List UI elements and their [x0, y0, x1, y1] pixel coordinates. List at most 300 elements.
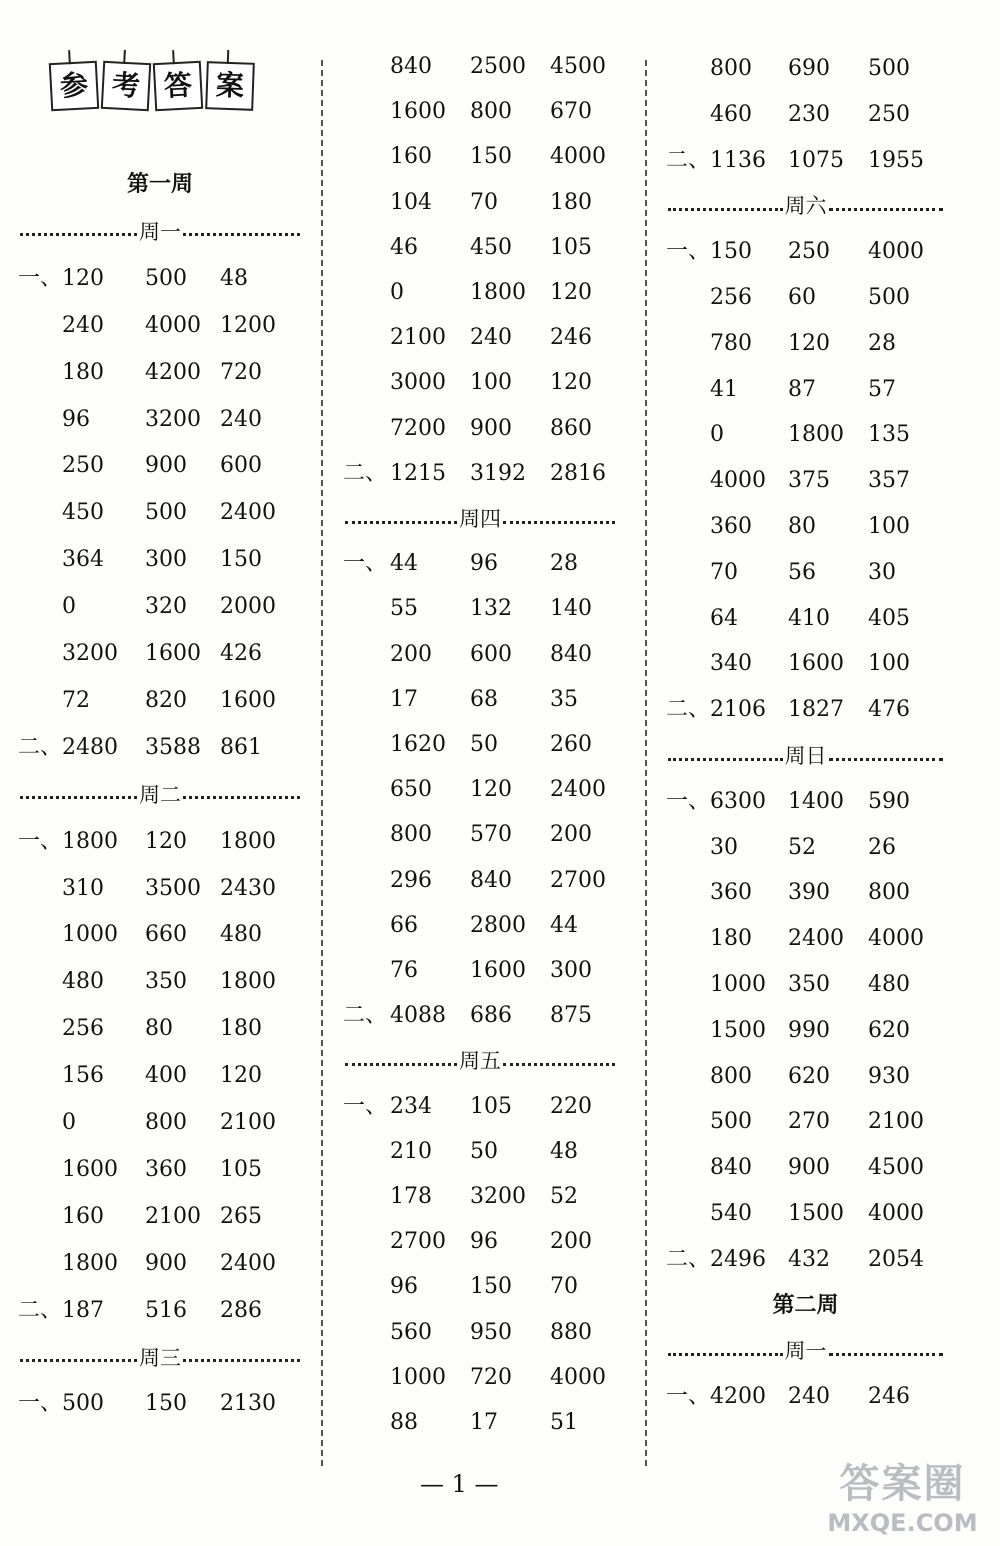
answer-row: [20, 967, 300, 997]
day-label: 周一: [139, 219, 181, 244]
answer-row: [345, 1001, 615, 1031]
answer-value: 88: [390, 1410, 418, 1435]
answer-value: 48: [550, 1138, 578, 1164]
answer-value: 364: [62, 547, 104, 573]
day-separator: [668, 741, 943, 771]
answer-row: [345, 549, 615, 579]
answer-value: 66: [390, 912, 418, 938]
answer-value: 55: [390, 596, 418, 622]
answer-value: 100: [868, 514, 910, 539]
answer-row: [668, 1245, 943, 1275]
answer-value: 800: [868, 880, 910, 906]
dotted-leader: [345, 521, 457, 524]
section-number: 二、: [666, 1246, 711, 1272]
answer-value: 4000: [868, 926, 924, 952]
answer-row: [20, 1061, 300, 1091]
answer-value: 150: [470, 144, 512, 170]
answer-value: 120: [550, 280, 592, 305]
watermark: [815, 1452, 990, 1537]
answer-value: 476: [868, 697, 910, 723]
section-number: 二、: [343, 460, 388, 486]
day-separator: [20, 217, 300, 247]
answer-value: 150: [710, 239, 752, 265]
answer-value: 460: [710, 101, 752, 127]
answer-value: 250: [868, 101, 910, 127]
answer-value: 105: [550, 234, 592, 260]
answer-row: [345, 956, 615, 986]
answer-value: 256: [710, 285, 752, 310]
answer-value: 28: [868, 330, 896, 356]
answer-value: 432: [788, 1246, 830, 1272]
answer-value: 100: [868, 651, 910, 677]
answer-value: 87: [788, 376, 816, 402]
banner-tile: 参: [49, 61, 99, 111]
answer-value: 135: [868, 422, 910, 448]
answer-value: 296: [390, 867, 432, 893]
answer-value: 450: [62, 500, 104, 526]
answer-value: 405: [868, 605, 910, 631]
answer-value: 686: [470, 1003, 512, 1029]
answer-value: 260: [550, 732, 592, 757]
day-separator: [20, 780, 300, 810]
answer-value: 1620: [390, 732, 446, 757]
answer-row: [20, 264, 300, 294]
answer-value: 2100: [220, 1110, 276, 1135]
answer-row: [668, 970, 943, 1000]
answer-value: 46: [390, 234, 418, 260]
answer-value: 72: [62, 687, 90, 713]
answer-value: 690: [788, 56, 830, 81]
answer-row: [345, 414, 615, 444]
answer-value: 105: [470, 1093, 512, 1119]
answer-value: 4000: [868, 1201, 924, 1226]
answer-value: 105: [220, 1156, 262, 1182]
answer-value: 800: [470, 99, 512, 125]
answer-value: 256: [62, 1016, 104, 1042]
section-number: 一、: [666, 1384, 711, 1410]
answer-value: 1200: [220, 312, 276, 338]
answer-value: 2480: [62, 734, 118, 760]
answer-value: 1075: [788, 147, 844, 173]
answer-value: 800: [710, 56, 752, 81]
answer-value: 320: [145, 594, 187, 620]
answer-value: 500: [710, 1109, 752, 1135]
answer-value: 426: [220, 641, 262, 666]
answer-value: 950: [470, 1319, 512, 1345]
answer-value: 120: [62, 265, 104, 291]
answer-value: 26: [868, 834, 896, 860]
answer-value: 930: [868, 1063, 910, 1089]
answer-value: 4200: [710, 1384, 766, 1410]
watermark-url: MXQE.COM: [827, 1509, 978, 1537]
section-number: 一、: [18, 265, 63, 291]
answer-value: 17: [390, 686, 418, 712]
answer-value: 1800: [62, 1250, 118, 1276]
answer-value: 1800: [470, 280, 526, 305]
answer-value: 240: [62, 312, 104, 338]
answer-row: [345, 820, 615, 850]
answer-value: 44: [550, 912, 578, 938]
answer-row: [345, 775, 615, 805]
answer-value: 200: [550, 1229, 592, 1255]
answer-value: 120: [145, 828, 187, 854]
answer-value: 500: [145, 500, 187, 526]
answer-value: 2100: [390, 325, 446, 351]
section-number: 一、: [18, 828, 63, 854]
answer-row: [668, 1062, 943, 1092]
answer-value: 1800: [62, 828, 118, 854]
page-number: — 1 —: [420, 1470, 499, 1498]
day-label: 周四: [459, 507, 501, 531]
answer-value: 1215: [390, 460, 446, 486]
answer-value: 4000: [868, 239, 924, 265]
answer-value: 2000: [220, 594, 276, 620]
answer-value: 140: [550, 596, 592, 622]
answer-banner: [50, 62, 254, 110]
answer-row: [668, 787, 943, 817]
day-separator: [668, 1336, 943, 1366]
section-number: 一、: [666, 788, 711, 814]
answer-value: 2100: [145, 1203, 201, 1229]
answer-value: 76: [390, 958, 418, 983]
answer-value: 2430: [220, 875, 276, 901]
answer-value: 35: [550, 686, 578, 712]
answer-value: 200: [390, 641, 432, 667]
answer-value: 2130: [220, 1391, 276, 1417]
answer-value: 1955: [868, 147, 924, 173]
answer-row: [345, 1272, 615, 1302]
answer-value: 51: [550, 1410, 578, 1435]
answer-value: 52: [788, 834, 816, 860]
answer-row: [20, 874, 300, 904]
answer-value: 286: [220, 1297, 262, 1323]
answer-value: 246: [550, 325, 592, 351]
answer-value: 4000: [550, 144, 606, 170]
answer-value: 3500: [145, 875, 201, 901]
day-label: 周五: [459, 1049, 501, 1074]
answer-value: 120: [788, 330, 830, 356]
answer-value: 120: [550, 370, 592, 396]
answer-value: 590: [868, 788, 910, 814]
answer-value: 860: [550, 415, 592, 441]
answer-row: [20, 1389, 300, 1419]
answer-value: 390: [788, 880, 830, 906]
answer-value: 540: [710, 1201, 752, 1226]
answer-value: 120: [470, 777, 512, 803]
dotted-leader: [20, 796, 137, 799]
dotted-leader: [668, 1353, 783, 1356]
answer-row: [668, 466, 943, 496]
answer-value: 3000: [390, 370, 446, 396]
answer-value: 56: [788, 559, 816, 585]
dotted-leader: [829, 208, 944, 211]
answer-row: [20, 1202, 300, 1232]
answer-value: 187: [62, 1297, 104, 1323]
answer-value: 2100: [868, 1109, 924, 1135]
banner-tile: 考: [101, 61, 151, 111]
answer-value: 1136: [710, 147, 766, 173]
answer-value: 340: [710, 651, 752, 677]
answer-value: 41: [710, 376, 738, 402]
answer-value: 132: [470, 596, 512, 622]
answer-row: [345, 594, 615, 624]
answer-row: [668, 54, 943, 84]
answer-value: 2400: [550, 777, 606, 803]
answer-value: 1500: [788, 1201, 844, 1226]
day-label: 周二: [139, 782, 181, 807]
answer-value: 570: [470, 822, 512, 848]
answer-value: 400: [145, 1063, 187, 1089]
answer-value: 180: [220, 1016, 262, 1042]
answer-row: [668, 604, 943, 634]
answer-value: 150: [145, 1391, 187, 1417]
answer-row: [345, 52, 615, 82]
answer-row: [20, 592, 300, 622]
answer-value: 840: [710, 1155, 752, 1181]
answer-value: 4500: [550, 54, 606, 79]
answer-value: 375: [788, 468, 830, 494]
answer-row: [668, 1382, 943, 1412]
answer-value: 800: [390, 822, 432, 848]
answer-row: [20, 827, 300, 857]
answer-row: [20, 1014, 300, 1044]
answer-value: 80: [145, 1016, 173, 1042]
day-label: 周日: [784, 744, 827, 768]
answer-value: 240: [470, 325, 512, 351]
answer-value: 96: [470, 551, 498, 577]
answer-value: 64: [710, 605, 738, 631]
answer-value: 96: [62, 406, 90, 432]
answer-value: 180: [710, 926, 752, 952]
answer-value: 500: [868, 285, 910, 310]
answer-row: [668, 924, 943, 954]
answer-value: 52: [550, 1184, 578, 1209]
answer-value: 480: [868, 972, 910, 997]
answer-value: 2500: [470, 54, 526, 79]
answer-value: 2400: [220, 500, 276, 526]
answer-row: [345, 1318, 615, 1348]
answer-value: 70: [470, 189, 498, 215]
answer-value: 861: [220, 734, 262, 760]
dotted-leader: [183, 796, 300, 799]
answer-row: [20, 498, 300, 528]
answer-row: [668, 146, 943, 176]
answer-value: 990: [788, 1017, 830, 1043]
answer-row: [345, 1137, 615, 1167]
answer-row: [20, 1249, 300, 1279]
answer-value: 480: [62, 969, 104, 995]
answer-value: 250: [788, 239, 830, 265]
dotted-leader: [20, 233, 137, 236]
answer-row: [668, 1199, 943, 1229]
dotted-leader: [829, 1353, 944, 1356]
banner-tile: 答: [153, 61, 203, 111]
answer-value: 300: [145, 547, 187, 573]
answer-value: 1000: [390, 1364, 446, 1390]
answer-value: 1800: [788, 422, 844, 448]
answer-row: [20, 1155, 300, 1185]
section-number: 二、: [666, 697, 711, 723]
answer-value: 60: [788, 285, 816, 310]
answer-row: [20, 920, 300, 950]
answer-row: [345, 730, 615, 760]
answer-value: 1600: [390, 99, 446, 125]
answer-value: 2700: [550, 867, 606, 893]
answer-value: 68: [470, 686, 498, 712]
dotted-leader: [20, 1359, 137, 1362]
answer-value: 104: [390, 189, 432, 215]
answer-value: 240: [220, 406, 262, 432]
banner-tile: 案: [205, 61, 255, 111]
section-number: 二、: [343, 1003, 388, 1029]
answer-value: 500: [62, 1391, 104, 1417]
answer-value: 357: [868, 468, 910, 494]
answer-value: 4088: [390, 1003, 446, 1029]
answer-value: 2400: [788, 926, 844, 952]
answer-value: 840: [550, 641, 592, 667]
answer-value: 3200: [470, 1184, 526, 1209]
answer-value: 620: [788, 1063, 830, 1089]
day-label: 周三: [139, 1345, 181, 1370]
answer-value: 2106: [710, 697, 766, 723]
answer-value: 880: [550, 1319, 592, 1345]
answer-value: 820: [145, 687, 187, 713]
answer-row: [668, 329, 943, 359]
answer-row: [668, 649, 943, 679]
answer-row: [345, 323, 615, 353]
answer-value: 600: [220, 453, 262, 479]
section-number: 一、: [343, 551, 388, 577]
answer-value: 270: [788, 1109, 830, 1135]
answer-value: 516: [145, 1297, 187, 1323]
answer-value: 80: [788, 514, 816, 539]
answer-value: 1000: [62, 922, 118, 948]
dotted-leader: [668, 758, 783, 761]
answer-value: 2400: [220, 1250, 276, 1276]
answer-value: 670: [550, 99, 592, 125]
answer-value: 800: [710, 1063, 752, 1089]
answer-row: [345, 1182, 615, 1212]
answer-value: 96: [390, 1274, 418, 1300]
answer-value: 900: [145, 453, 187, 479]
answer-value: 360: [710, 880, 752, 906]
answer-row: [20, 639, 300, 669]
answer-value: 7200: [390, 415, 446, 441]
answer-value: 1600: [788, 651, 844, 677]
section-number: 一、: [18, 1391, 63, 1417]
answer-row: [668, 100, 943, 130]
answer-value: 30: [710, 834, 738, 860]
answer-value: 875: [550, 1003, 592, 1029]
answer-value: 3192: [470, 460, 526, 486]
answer-row: [668, 375, 943, 405]
answer-row: [668, 833, 943, 863]
answer-value: 720: [470, 1364, 512, 1390]
answer-value: 246: [868, 1384, 910, 1410]
section-number: 二、: [18, 1297, 63, 1323]
answer-value: 1400: [788, 788, 844, 814]
answer-row: [668, 878, 943, 908]
answer-value: 2700: [390, 1229, 446, 1255]
answer-value: 560: [390, 1319, 432, 1345]
section-number: 一、: [343, 1093, 388, 1119]
answer-row: [668, 1153, 943, 1183]
answer-value: 180: [62, 359, 104, 385]
answer-value: 480: [220, 922, 262, 948]
week-heading: 第一周: [126, 172, 193, 197]
day-separator: [20, 1343, 300, 1373]
answer-value: 2800: [470, 912, 526, 938]
answer-row: [345, 1408, 615, 1438]
section-number: 一、: [666, 239, 711, 265]
answer-value: 44: [390, 551, 418, 577]
answer-value: 250: [62, 453, 104, 479]
answer-row: [20, 405, 300, 435]
answer-value: 0: [62, 594, 76, 620]
answer-value: 0: [710, 422, 724, 448]
answer-value: 230: [788, 101, 830, 127]
watermark-logo-text: 答案圈: [839, 1461, 966, 1507]
answer-value: 265: [220, 1203, 262, 1229]
answer-value: 4000: [710, 468, 766, 494]
answer-value: 160: [390, 144, 432, 170]
answer-row: [20, 1108, 300, 1138]
answer-value: 150: [470, 1274, 512, 1300]
column-divider: [645, 60, 647, 1466]
dotted-leader: [829, 758, 944, 761]
answer-value: 500: [145, 265, 187, 291]
answer-row: [668, 695, 943, 725]
answer-row: [345, 911, 615, 941]
answer-value: 350: [145, 969, 187, 995]
answer-row: [20, 451, 300, 481]
answer-value: 120: [220, 1063, 262, 1089]
answer-value: 2496: [710, 1246, 766, 1272]
answer-row: [345, 459, 615, 489]
answer-value: 660: [145, 922, 187, 948]
answer-value: 210: [390, 1138, 432, 1164]
column-divider: [321, 60, 323, 1466]
answer-row: [345, 142, 615, 172]
answer-value: 96: [470, 1229, 498, 1255]
answer-value: 410: [788, 605, 830, 631]
answer-value: 360: [710, 514, 752, 539]
answer-value: 780: [710, 330, 752, 356]
answer-value: 178: [390, 1184, 432, 1209]
answer-row: [345, 1092, 615, 1122]
answer-row: [668, 283, 943, 313]
answer-value: 500: [868, 56, 910, 81]
answer-value: 50: [470, 732, 498, 757]
answer-value: 1800: [220, 969, 276, 995]
answer-value: 70: [710, 559, 738, 585]
answer-row: [20, 358, 300, 388]
answer-value: 3588: [145, 734, 201, 760]
answer-row: [20, 1296, 300, 1326]
answer-value: 200: [550, 822, 592, 848]
answer-value: 600: [470, 641, 512, 667]
answer-value: 350: [788, 972, 830, 997]
dotted-leader: [503, 521, 615, 524]
answer-value: 0: [390, 280, 404, 305]
answer-value: 180: [550, 189, 592, 215]
answer-value: 4200: [145, 359, 201, 385]
answer-value: 70: [550, 1274, 578, 1300]
answer-value: 28: [550, 551, 578, 577]
answer-value: 620: [868, 1017, 910, 1043]
answer-value: 1827: [788, 697, 844, 723]
answer-value: 30: [868, 559, 896, 585]
